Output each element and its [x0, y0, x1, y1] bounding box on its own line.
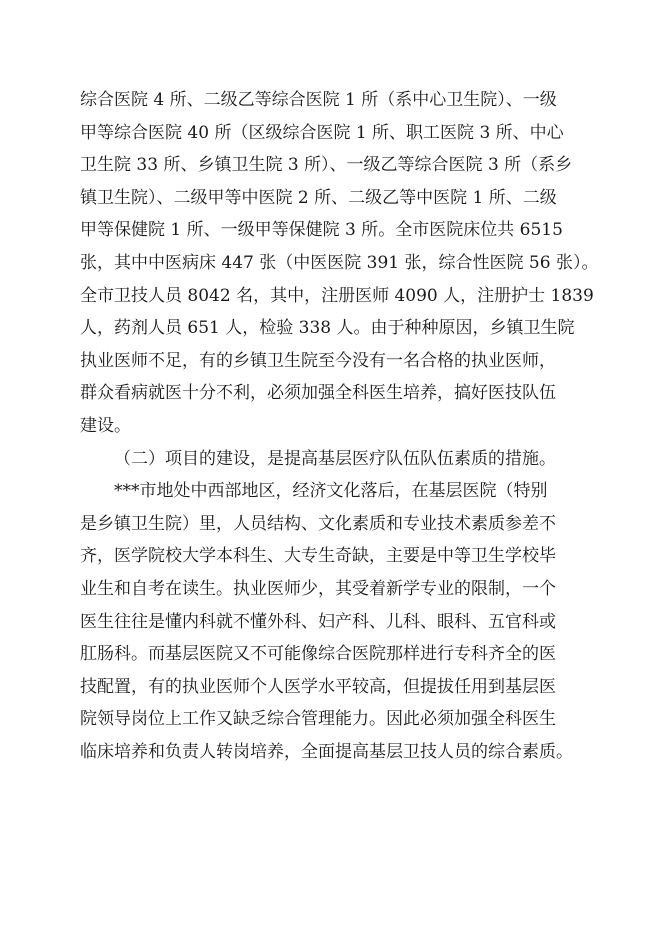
text-line: 甲等保健院 1 所、一级甲等保健院 3 所。全市医院床位共 6515 — [80, 220, 563, 241]
text-line: 执业医师不足，有的乡镇卫生院至今没有一名合格的执业医师， — [80, 350, 556, 371]
document-body — [80, 84, 600, 768]
text-line: 全市卫技人员 8042 名，其中，注册医师 4090 人，注册护士 1839 — [80, 285, 594, 306]
paragraph-first-line: ***市地处中西部地区，经济文化落后，在基层医院（特别 — [114, 481, 548, 502]
section-heading: （二）项目的建设，是提高基层医疗队伍队伍素质的措施。 — [114, 448, 556, 469]
text-line: 技配置，有的执业医师个人医学水平较高，但提拔任用到基层医 — [80, 676, 556, 697]
text-line: 肛肠科。而基层医院又不可能像综合医院那样进行专科齐全的医 — [80, 644, 556, 665]
text-line: 群众看病就医十分不利，必须加强全科医生培养，搞好医技队伍 — [80, 383, 556, 404]
text-line: 卫生院 33 所、乡镇卫生院 3 所）、一级乙等综合医院 3 所（系乡 — [80, 155, 573, 176]
text-line: 综合医院 4 所、二级乙等综合医院 1 所（系中心卫生院）、一级 — [80, 90, 557, 110]
text-line: 是乡镇卫生院）里，人员结构、文化素质和专业技术素质参差不 — [80, 513, 556, 534]
text-line: 建设。 — [80, 415, 131, 436]
text-line: 院领导岗位上工作又缺乏综合管理能力。因此必须加强全科医生 — [80, 709, 556, 730]
text-line: 张，其中中医病床 447 张（中医医院 391 张，综合性医院 56 张）。 — [80, 252, 599, 273]
text-line: 镇卫生院）、二级甲等中医院 2 所、二级乙等中医院 1 所、二级 — [80, 187, 557, 208]
text-line: 临床培养和负责人转岗培养，全面提高基层卫技人员的综合素质。 — [80, 741, 573, 762]
text-line: 人，药剂人员 651 人，检验 338 人。由于种种原因，乡镇卫生院 — [80, 318, 575, 339]
text-line: 医生往往是懂内科就不懂外科、妇产科、儿科、眼科、五官科或 — [80, 611, 556, 632]
text-line: 甲等综合医院 40 所（区级综合医院 1 所、职工医院 3 所、中心 — [80, 122, 564, 143]
text-line: 齐，医学院校大学本科生、大专生奇缺，主要是中等卫生学校毕 — [80, 546, 556, 567]
text-line: 业生和自考在读生。执业医师少，其受着新学专业的限制，一个 — [80, 578, 556, 599]
